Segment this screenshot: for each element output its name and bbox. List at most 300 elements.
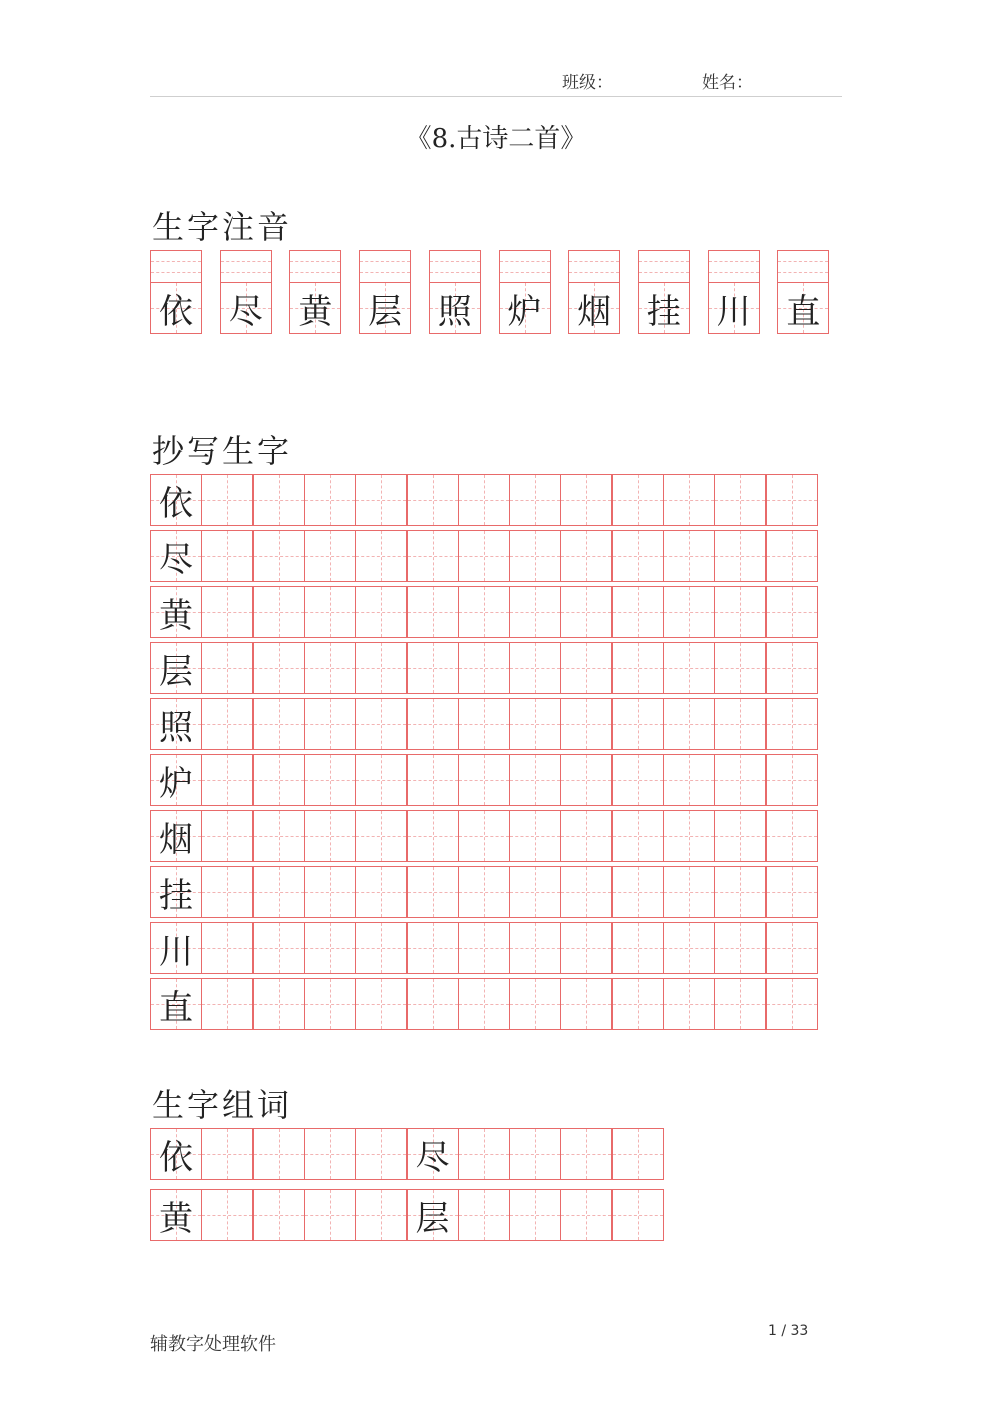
- writing-cell: [355, 810, 407, 862]
- writing-cell: [766, 978, 818, 1030]
- writing-cell: [458, 866, 510, 918]
- writing-cell: [201, 810, 253, 862]
- model-character: 烟: [159, 819, 193, 860]
- model-character: 依: [159, 483, 193, 524]
- writing-cell: [568, 282, 620, 334]
- writing-cell: [612, 1128, 664, 1180]
- writing-cell: [355, 586, 407, 638]
- cell-guide-horizontal: [356, 612, 406, 613]
- pinyin-lines: [708, 250, 760, 282]
- pinyin-cell: [638, 250, 690, 334]
- writing-cell: [355, 698, 407, 750]
- writing-cell: [407, 978, 459, 1030]
- cell-guide-horizontal: [254, 668, 304, 669]
- cell-guide-horizontal: [356, 892, 406, 893]
- cell-guide-horizontal: [408, 724, 458, 725]
- writing-cell: [499, 282, 551, 334]
- cell-guide-horizontal: [202, 668, 252, 669]
- cell-guide-horizontal: [613, 724, 663, 725]
- writing-cell: [220, 282, 272, 334]
- cell-guide-horizontal: [613, 836, 663, 837]
- cell-guide-horizontal: [356, 724, 406, 725]
- writing-cell: [150, 810, 202, 862]
- cell-guide-horizontal: [254, 1004, 304, 1005]
- footer-software-name: 辅教字处理软件: [150, 1334, 276, 1355]
- writing-cell: [612, 586, 664, 638]
- cell-guide-horizontal: [305, 1215, 355, 1216]
- writing-cell: [150, 530, 202, 582]
- cell-guide-horizontal: [305, 836, 355, 837]
- model-character: 尽: [159, 539, 193, 580]
- writing-cell: [560, 474, 612, 526]
- pinyin-cell: [429, 250, 481, 334]
- model-character: 尽: [228, 291, 263, 332]
- cell-guide-horizontal: [459, 1004, 509, 1005]
- writing-cell: [201, 1128, 253, 1180]
- pinyin-cell: [150, 250, 202, 334]
- name-label: 姓名：: [702, 73, 753, 93]
- writing-cell: [612, 642, 664, 694]
- writing-cell: [355, 1189, 407, 1241]
- page-title: 《8.古诗二首》: [405, 124, 587, 154]
- writing-cell: [766, 922, 818, 974]
- writing-cell: [201, 866, 253, 918]
- page-number: 1 / 33: [768, 1323, 809, 1339]
- writing-cell: [560, 698, 612, 750]
- cell-guide-horizontal: [767, 612, 817, 613]
- writing-cell: [253, 810, 305, 862]
- writing-cell: [509, 754, 561, 806]
- model-character: 依: [159, 291, 193, 332]
- cell-guide-horizontal: [715, 1004, 765, 1005]
- writing-cell: [560, 642, 612, 694]
- cell-guide-horizontal: [510, 948, 560, 949]
- writing-cell: [201, 586, 253, 638]
- cell-guide-horizontal: [202, 836, 252, 837]
- cell-guide-horizontal: [510, 724, 560, 725]
- writing-cell: [355, 978, 407, 1030]
- cell-guide-horizontal: [305, 948, 355, 949]
- cell-guide-horizontal: [715, 556, 765, 557]
- model-character: 炉: [507, 291, 542, 332]
- cell-guide-horizontal: [510, 556, 560, 557]
- writing-cell: [766, 698, 818, 750]
- cell-guide-horizontal: [613, 556, 663, 557]
- writing-cell: [253, 1189, 305, 1241]
- writing-cell: [407, 754, 459, 806]
- cell-guide-horizontal: [767, 948, 817, 949]
- writing-cell: [458, 1128, 510, 1180]
- cell-guide-horizontal: [254, 892, 304, 893]
- cell-guide-horizontal: [664, 948, 714, 949]
- writing-cell: [663, 922, 715, 974]
- writing-cell: [663, 866, 715, 918]
- cell-guide-horizontal: [664, 892, 714, 893]
- writing-cell: [560, 530, 612, 582]
- model-character: 层: [368, 291, 403, 332]
- cell-guide-horizontal: [561, 1215, 611, 1216]
- writing-cell: [304, 1128, 356, 1180]
- cell-guide-horizontal: [459, 948, 509, 949]
- writing-cell: [304, 810, 356, 862]
- cell-guide-horizontal: [356, 668, 406, 669]
- writing-cell: [355, 754, 407, 806]
- cell-guide-horizontal: [613, 1215, 663, 1216]
- writing-cell: [304, 530, 356, 582]
- writing-cell: [304, 978, 356, 1030]
- cell-guide-horizontal: [510, 836, 560, 837]
- writing-cell: [355, 474, 407, 526]
- cell-guide-horizontal: [459, 724, 509, 725]
- writing-cell: [458, 978, 510, 1030]
- cell-guide-horizontal: [767, 892, 817, 893]
- cell-guide-horizontal: [202, 724, 252, 725]
- cell-guide-horizontal: [510, 892, 560, 893]
- writing-cell: [201, 922, 253, 974]
- cell-guide-horizontal: [356, 780, 406, 781]
- cell-guide-horizontal: [305, 892, 355, 893]
- cell-guide-horizontal: [356, 500, 406, 501]
- cell-guide-horizontal: [613, 500, 663, 501]
- cell-guide-horizontal: [767, 1004, 817, 1005]
- writing-cell: [714, 642, 766, 694]
- cell-guide-horizontal: [305, 724, 355, 725]
- pinyin-cell: [289, 250, 341, 334]
- writing-cell: [766, 586, 818, 638]
- writing-cell: [201, 754, 253, 806]
- writing-cell: [355, 530, 407, 582]
- writing-cell: [777, 282, 829, 334]
- writing-cell: [663, 810, 715, 862]
- cell-guide-horizontal: [459, 1154, 509, 1155]
- cell-guide-horizontal: [613, 948, 663, 949]
- writing-cell: [201, 530, 253, 582]
- writing-cell: [355, 922, 407, 974]
- writing-cell: [253, 698, 305, 750]
- cell-guide-horizontal: [510, 780, 560, 781]
- writing-cell: [714, 922, 766, 974]
- writing-cell: [407, 642, 459, 694]
- cell-guide-horizontal: [613, 892, 663, 893]
- cell-guide-horizontal: [356, 1004, 406, 1005]
- cell-guide-horizontal: [254, 1154, 304, 1155]
- writing-cell: [509, 642, 561, 694]
- writing-cell: [612, 754, 664, 806]
- model-character: 黄: [159, 595, 193, 636]
- writing-cell: [714, 866, 766, 918]
- writing-cell: [355, 866, 407, 918]
- cell-guide-horizontal: [664, 500, 714, 501]
- cell-guide-horizontal: [459, 1215, 509, 1216]
- pinyin-lines: [150, 250, 202, 282]
- model-character: 烟: [577, 291, 612, 332]
- model-character: 依: [159, 1137, 193, 1178]
- cell-guide-horizontal: [356, 1215, 406, 1216]
- cell-guide-horizontal: [767, 500, 817, 501]
- writing-cell: [766, 530, 818, 582]
- writing-cell: [304, 586, 356, 638]
- cell-guide-horizontal: [561, 1154, 611, 1155]
- pinyin-cell: [499, 250, 551, 334]
- cell-guide-horizontal: [767, 724, 817, 725]
- cell-guide-horizontal: [715, 948, 765, 949]
- writing-cell: [714, 978, 766, 1030]
- cell-guide-horizontal: [356, 1154, 406, 1155]
- cell-guide-horizontal: [305, 1154, 355, 1155]
- writing-cell: [150, 586, 202, 638]
- pinyin-lines: [638, 250, 690, 282]
- cell-guide-horizontal: [254, 612, 304, 613]
- pinyin-lines: [359, 250, 411, 282]
- writing-cell: [560, 810, 612, 862]
- cell-guide-horizontal: [305, 780, 355, 781]
- cell-guide-horizontal: [408, 500, 458, 501]
- writing-cell: [714, 754, 766, 806]
- writing-cell: [509, 922, 561, 974]
- writing-cell: [560, 922, 612, 974]
- class-label: 班级：: [562, 73, 613, 93]
- model-character: 挂: [646, 291, 681, 332]
- writing-cell: [638, 282, 690, 334]
- writing-cell: [458, 586, 510, 638]
- writing-cell: [509, 530, 561, 582]
- writing-cell: [201, 978, 253, 1030]
- cell-guide-horizontal: [459, 668, 509, 669]
- cell-guide-horizontal: [202, 1004, 252, 1005]
- cell-guide-horizontal: [510, 1154, 560, 1155]
- writing-cell: [150, 698, 202, 750]
- writing-cell: [663, 698, 715, 750]
- model-character: 直: [159, 987, 193, 1028]
- writing-cell: [714, 474, 766, 526]
- writing-cell: [150, 978, 202, 1030]
- writing-cell: [150, 866, 202, 918]
- cell-guide-horizontal: [613, 1154, 663, 1155]
- cell-guide-horizontal: [254, 780, 304, 781]
- writing-cell: [509, 978, 561, 1030]
- cell-guide-horizontal: [613, 668, 663, 669]
- pinyin-cell: [359, 250, 411, 334]
- writing-cell: [612, 866, 664, 918]
- cell-guide-horizontal: [561, 612, 611, 613]
- writing-cell: [766, 754, 818, 806]
- model-character: 尽: [415, 1137, 450, 1178]
- writing-cell: [201, 698, 253, 750]
- writing-cell: [304, 754, 356, 806]
- writing-cell: [150, 642, 202, 694]
- writing-cell: [304, 698, 356, 750]
- cell-guide-horizontal: [254, 724, 304, 725]
- pinyin-lines: [220, 250, 272, 282]
- writing-cell: [612, 810, 664, 862]
- writing-cell: [458, 754, 510, 806]
- writing-cell: [612, 978, 664, 1030]
- writing-cell: [150, 1189, 202, 1241]
- writing-cell: [150, 754, 202, 806]
- cell-guide-horizontal: [356, 556, 406, 557]
- writing-cell: [560, 1128, 612, 1180]
- writing-cell: [458, 642, 510, 694]
- cell-guide-horizontal: [715, 780, 765, 781]
- writing-cell: [663, 754, 715, 806]
- cell-guide-horizontal: [408, 668, 458, 669]
- writing-cell: [253, 474, 305, 526]
- writing-cell: [304, 922, 356, 974]
- cell-guide-horizontal: [561, 500, 611, 501]
- writing-cell: [509, 866, 561, 918]
- writing-cell: [304, 866, 356, 918]
- writing-cell: [355, 642, 407, 694]
- writing-cell: [253, 530, 305, 582]
- cell-guide-horizontal: [715, 724, 765, 725]
- cell-guide-horizontal: [510, 1215, 560, 1216]
- cell-guide-horizontal: [202, 948, 252, 949]
- cell-guide-horizontal: [202, 500, 252, 501]
- cell-guide-horizontal: [305, 612, 355, 613]
- pinyin-cell: [777, 250, 829, 334]
- writing-cell: [714, 698, 766, 750]
- writing-cell: [663, 978, 715, 1030]
- writing-cell: [407, 474, 459, 526]
- writing-cell: [509, 586, 561, 638]
- cell-guide-horizontal: [305, 1004, 355, 1005]
- cell-guide-horizontal: [664, 668, 714, 669]
- cell-guide-horizontal: [202, 892, 252, 893]
- pinyin-lines: [429, 250, 481, 282]
- cell-guide-horizontal: [459, 612, 509, 613]
- cell-guide-horizontal: [202, 1215, 252, 1216]
- writing-cell: [253, 586, 305, 638]
- writing-cell: [407, 530, 459, 582]
- writing-cell: [407, 1128, 459, 1180]
- writing-cell: [612, 474, 664, 526]
- cell-guide-horizontal: [613, 612, 663, 613]
- writing-cell: [253, 754, 305, 806]
- writing-cell: [560, 1189, 612, 1241]
- model-character: 炉: [159, 763, 193, 804]
- writing-cell: [714, 530, 766, 582]
- writing-cell: [407, 866, 459, 918]
- writing-cell: [509, 698, 561, 750]
- writing-cell: [359, 282, 411, 334]
- cell-guide-horizontal: [202, 556, 252, 557]
- cell-guide-horizontal: [254, 500, 304, 501]
- writing-cell: [509, 1189, 561, 1241]
- cell-guide-horizontal: [408, 556, 458, 557]
- writing-cell: [407, 698, 459, 750]
- cell-guide-horizontal: [613, 1004, 663, 1005]
- cell-guide-horizontal: [664, 836, 714, 837]
- cell-guide-horizontal: [561, 836, 611, 837]
- writing-cell: [766, 642, 818, 694]
- writing-cell: [509, 1128, 561, 1180]
- cell-guide-horizontal: [715, 500, 765, 501]
- pinyin-lines: [289, 250, 341, 282]
- writing-cell: [663, 530, 715, 582]
- model-character: 照: [159, 707, 193, 748]
- cell-guide-horizontal: [459, 892, 509, 893]
- writing-cell: [253, 922, 305, 974]
- writing-cell: [429, 282, 481, 334]
- writing-cell: [458, 530, 510, 582]
- writing-cell: [304, 474, 356, 526]
- cell-guide-horizontal: [510, 668, 560, 669]
- cell-guide-horizontal: [459, 780, 509, 781]
- writing-cell: [150, 474, 202, 526]
- cell-guide-horizontal: [408, 1004, 458, 1005]
- writing-cell: [612, 1189, 664, 1241]
- writing-cell: [458, 474, 510, 526]
- cell-guide-horizontal: [510, 500, 560, 501]
- cell-guide-horizontal: [459, 500, 509, 501]
- cell-guide-horizontal: [715, 612, 765, 613]
- cell-guide-horizontal: [613, 780, 663, 781]
- model-character: 川: [159, 931, 193, 972]
- cell-guide-horizontal: [356, 948, 406, 949]
- pinyin-cell: [220, 250, 272, 334]
- cell-guide-horizontal: [664, 1004, 714, 1005]
- pinyin-cell: [708, 250, 760, 334]
- writing-cell: [663, 586, 715, 638]
- cell-guide-horizontal: [561, 780, 611, 781]
- model-character: 层: [159, 651, 193, 692]
- writing-cell: [458, 810, 510, 862]
- writing-cell: [201, 474, 253, 526]
- writing-cell: [458, 1189, 510, 1241]
- cell-guide-horizontal: [664, 556, 714, 557]
- cell-guide-horizontal: [767, 836, 817, 837]
- writing-cell: [612, 698, 664, 750]
- writing-cell: [663, 474, 715, 526]
- cell-guide-horizontal: [715, 836, 765, 837]
- writing-cell: [560, 978, 612, 1030]
- cell-guide-horizontal: [561, 724, 611, 725]
- cell-guide-horizontal: [356, 836, 406, 837]
- cell-guide-horizontal: [767, 780, 817, 781]
- cell-guide-horizontal: [459, 836, 509, 837]
- writing-cell: [407, 586, 459, 638]
- model-character: 层: [415, 1198, 450, 1239]
- cell-guide-horizontal: [561, 948, 611, 949]
- pinyin-lines: [568, 250, 620, 282]
- writing-cell: [150, 1128, 202, 1180]
- cell-guide-horizontal: [767, 668, 817, 669]
- writing-cell: [304, 1189, 356, 1241]
- writing-cell: [201, 642, 253, 694]
- writing-cell: [714, 810, 766, 862]
- writing-cell: [253, 642, 305, 694]
- writing-cell: [766, 866, 818, 918]
- header-divider: [150, 96, 842, 97]
- cell-guide-horizontal: [305, 556, 355, 557]
- writing-cell: [458, 698, 510, 750]
- cell-guide-horizontal: [664, 780, 714, 781]
- writing-cell: [509, 810, 561, 862]
- writing-cell: [289, 282, 341, 334]
- cell-guide-horizontal: [408, 612, 458, 613]
- cell-guide-horizontal: [561, 668, 611, 669]
- cell-guide-horizontal: [305, 500, 355, 501]
- writing-cell: [253, 978, 305, 1030]
- model-character: 直: [786, 291, 821, 332]
- writing-cell: [150, 282, 202, 334]
- writing-cell: [560, 866, 612, 918]
- cell-guide-horizontal: [254, 556, 304, 557]
- cell-guide-horizontal: [561, 1004, 611, 1005]
- writing-cell: [766, 474, 818, 526]
- cell-guide-horizontal: [715, 668, 765, 669]
- pinyin-lines: [499, 250, 551, 282]
